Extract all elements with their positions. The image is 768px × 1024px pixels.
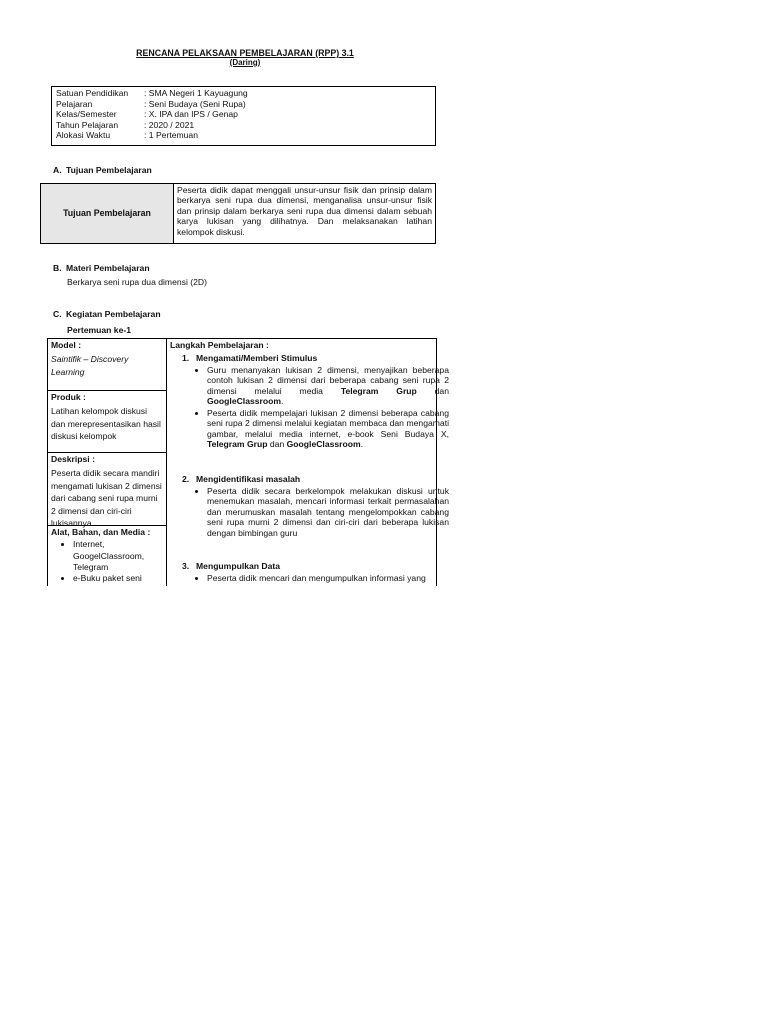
bold-text: Telegram Grup xyxy=(340,385,417,396)
section-letter: B. xyxy=(53,263,62,273)
step-bullet-item xyxy=(207,486,449,538)
step-title-text: Mengamati/Memberi Stimulus xyxy=(196,353,318,363)
step-title-text: Mengumpulkan Data xyxy=(196,561,281,571)
section-b-heading xyxy=(53,263,150,273)
section-c-heading xyxy=(53,309,161,319)
step-bullets xyxy=(191,573,449,584)
text-run: . xyxy=(360,439,364,450)
text-run: dan xyxy=(416,385,449,396)
identity-row xyxy=(56,130,431,141)
langkah-heading: Langkah Pembelajaran : xyxy=(170,340,269,350)
kegiatan-right-column xyxy=(167,339,449,586)
section-title: Kegiatan Pembelajaran xyxy=(66,309,161,319)
text-run: Guru menanyakan lukisan 2 dimensi, menyajikan beberapa contoh lukisan 2 dimensi dari beberapa cabang seni rupa 2 dimensi melalui media xyxy=(207,365,449,396)
step-title-text: Mengidentifikasi masalah xyxy=(196,474,301,484)
text-run: Peserta didik mempelajari lukisan 2 dimensi beberapa cabang seni rupa 2 dimensi melalui kegiatan membaca dan mengamati gambar, melalui media internet, e-book Seni Budaya X, xyxy=(207,407,449,439)
tujuan-table xyxy=(40,183,436,244)
step-number: 2. xyxy=(182,474,190,484)
deskripsi-cell xyxy=(48,453,166,529)
identity-value: : Seni Budaya (Seni Rupa) xyxy=(144,98,246,109)
model-text: Saintifik – Discovery Learning xyxy=(51,354,129,377)
identity-row xyxy=(56,109,431,120)
section-letter: C. xyxy=(53,309,62,319)
step-bullet-item xyxy=(207,365,449,407)
identity-label: Satuan Pendidikan xyxy=(56,88,129,98)
bold-text: GoogleClassroom xyxy=(207,396,282,407)
identity-label: Pelajaran xyxy=(56,98,93,109)
identity-value: : SMA Negeri 1 Kayuagung xyxy=(144,88,248,98)
step-bullet-item xyxy=(207,408,449,450)
bold-text: GoogleClassroom xyxy=(286,439,361,450)
tujuan-text-cell: Peserta didik dapat menggali unsur-unsur fisik dan prinsip dalam berkarya seni rupa dua dimensi, menganalisa unsur-unsur fisik dan prinsip dalam berkarya seni rupa dua dimensi dalam sebuah karya lukisan yang dilihatnya. Dan melaksanakan latihan kelompok diskusi. xyxy=(177,185,432,237)
identity-table xyxy=(51,86,436,146)
section-title: Tujuan Pembelajaran xyxy=(66,165,152,175)
identity-label: Tahun Pelajaran xyxy=(56,119,119,130)
model-cell xyxy=(48,339,166,391)
identity-row xyxy=(56,99,431,110)
alat-cell xyxy=(48,526,166,587)
identity-label: Alokasi Waktu xyxy=(56,130,111,140)
step-title xyxy=(182,353,317,363)
text-run: . xyxy=(281,396,284,407)
document-title: RENCANA PELAKSAAN PEMBELAJARAN (RPP) 3.1 xyxy=(136,48,354,58)
step-title xyxy=(182,561,280,571)
identity-value: : 2020 / 2021 xyxy=(144,119,195,130)
section-a-heading xyxy=(53,165,152,175)
step-bullet-item xyxy=(207,573,449,583)
list-item: • Internet, GoogelClassroom, Telegram xyxy=(73,539,163,573)
section-letter: A. xyxy=(53,165,62,175)
list-item: • e-Buku paket seni xyxy=(73,573,163,584)
kegiatan-left-column xyxy=(48,339,167,586)
pertemuan-label: Pertemuan ke-1 xyxy=(67,325,132,335)
tujuan-label-cell: Tujuan Pembelajaran xyxy=(41,184,174,243)
bold-text: Telegram Grup xyxy=(207,439,268,450)
produk-text: Latihan kelompok diskusi dan merepresentasikan hasil diskusi kelompok xyxy=(51,406,161,442)
step-number: 1. xyxy=(182,353,190,363)
materi-text: Berkarya seni rupa dua dimensi (2D) xyxy=(67,277,207,287)
model-heading: Model : xyxy=(51,340,82,350)
text-run: Peserta didik mencari dan mengumpulkan informasi yang xyxy=(207,573,426,583)
produk-heading: Produk : xyxy=(51,392,86,402)
alat-heading: Alat, Bahan, dan Media : xyxy=(51,527,151,537)
step-bullets xyxy=(191,365,449,451)
deskripsi-text: Peserta didik secara mandiri mengamati lukisan 2 dimensi dari cabang seni rupa murni 2 dimensi dan ciri-ciri lukisannya xyxy=(51,468,162,529)
deskripsi-heading: Deskripsi : xyxy=(51,454,95,464)
document-subtitle: (Daring) xyxy=(229,58,261,67)
step-bullets xyxy=(191,486,449,539)
alat-list xyxy=(51,539,163,584)
step-title xyxy=(182,474,300,484)
kegiatan-table xyxy=(47,338,449,586)
identity-value: : X. IPA dan IPS / Genap xyxy=(144,109,238,119)
section-title: Materi Pembelajaran xyxy=(66,263,150,273)
text-run: Peserta didik secara berkelompok melakukan diskusi untuk menemukan masalah, mencari informasi terkait permasalahan dan merumuskan masalah tentang mengelompokkan cabang seni rupa murni 2 dimensi dan ciri-ciri dari beberapa lukisan dengan bimbingan guru xyxy=(207,486,449,538)
identity-label: Kelas/Semester xyxy=(56,109,117,119)
produk-cell xyxy=(48,391,166,453)
identity-row xyxy=(56,88,431,99)
identity-value: : 1 Pertemuan xyxy=(144,130,198,140)
step-number: 3. xyxy=(182,561,190,571)
text-run: dan xyxy=(267,439,287,450)
identity-row xyxy=(56,120,431,131)
